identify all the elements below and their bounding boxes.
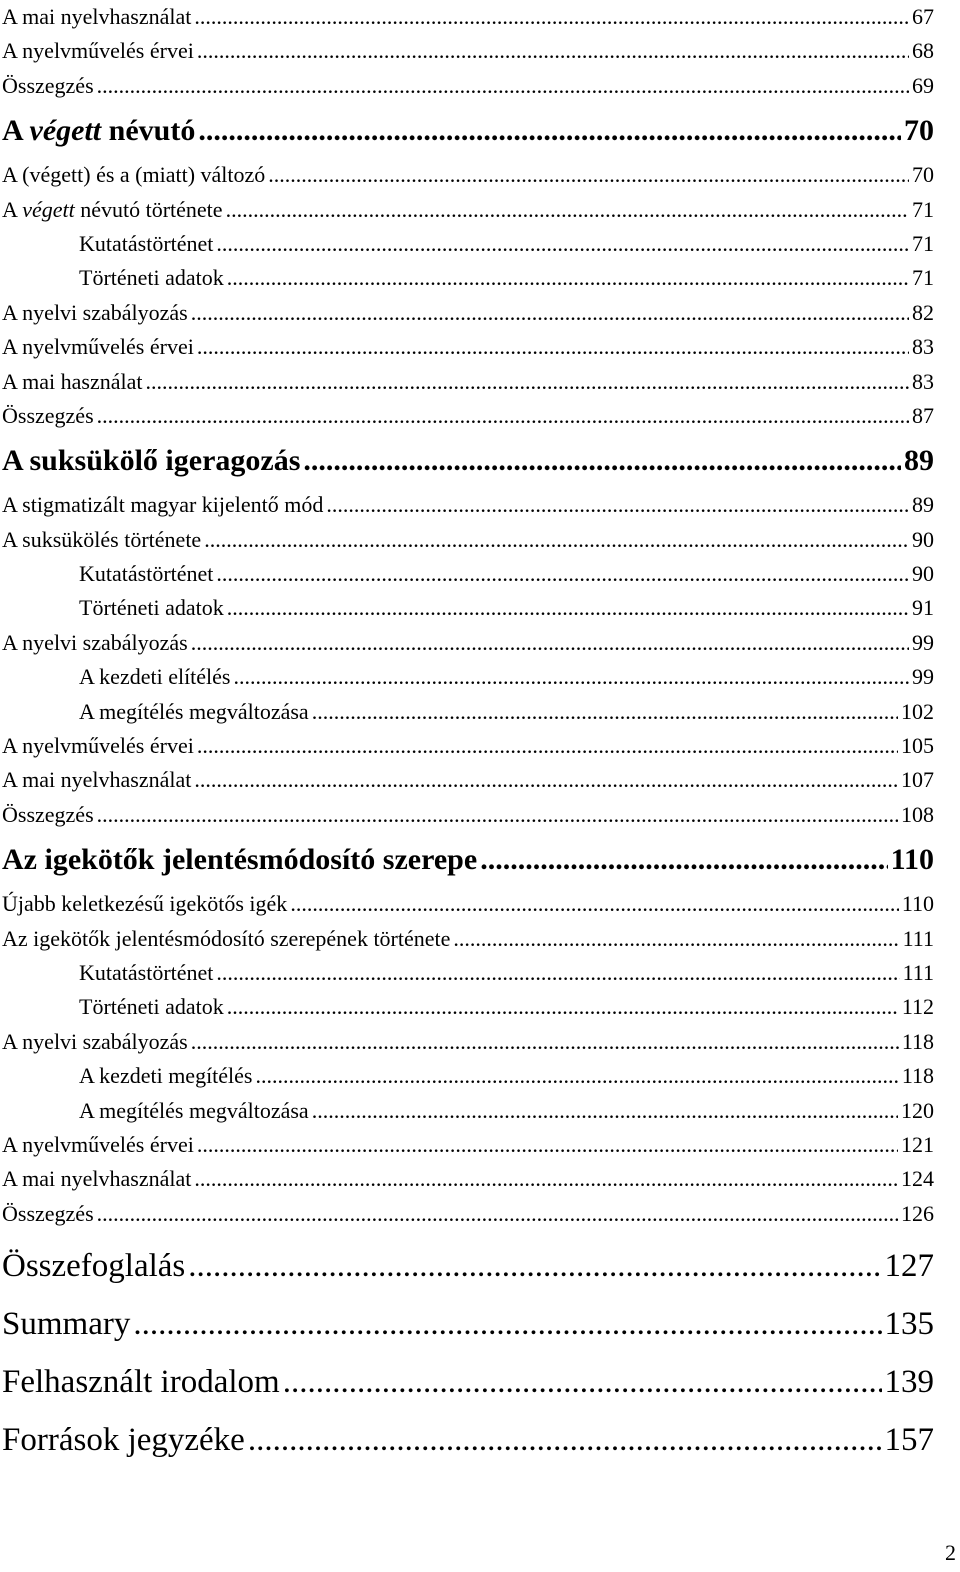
toc-title-emphasis: végett	[29, 114, 102, 148]
toc-entry-page: 111	[902, 925, 934, 951]
toc-entry-title: Összegzés	[2, 402, 94, 428]
toc-entry	[2, 69, 934, 103]
toc-entry-page: 70	[912, 162, 934, 188]
dot-leader	[97, 798, 898, 832]
toc-subentry	[2, 695, 934, 729]
toc-entry-page: 71	[912, 265, 934, 291]
toc-entry-page: 69	[912, 72, 934, 98]
dot-leader	[197, 1128, 898, 1162]
toc-entry	[2, 1025, 934, 1059]
toc-entry-page: 121	[901, 1131, 934, 1157]
toc-entry	[2, 365, 934, 399]
toc-entry-page: 90	[912, 561, 934, 587]
toc-entry	[2, 1197, 934, 1231]
dot-leader	[191, 296, 909, 330]
toc-entry-page: 118	[901, 1028, 934, 1054]
toc-title-part: A	[2, 114, 30, 148]
dot-leader	[453, 922, 899, 956]
toc-subentry	[2, 557, 934, 591]
toc-entry-title: Kutatástörténet	[79, 959, 214, 985]
toc-chapter-page: 89	[904, 444, 934, 478]
toc-entry	[2, 158, 934, 192]
toc-entry-title: A mai használat	[2, 368, 143, 394]
toc-entry	[2, 330, 934, 364]
toc-entry-page: 90	[912, 526, 934, 552]
toc-subentry	[2, 956, 934, 990]
toc-entry	[2, 488, 934, 522]
toc-entry-title: A kezdeti elítélés	[79, 664, 231, 690]
toc-entry	[2, 193, 934, 227]
toc-entry-page: 68	[912, 38, 934, 64]
toc-entry-page: 120	[901, 1097, 934, 1123]
toc-entry-title: A nyelvművelés érvei	[2, 38, 194, 64]
dot-leader	[146, 365, 909, 399]
table-of-contents	[2, 0, 934, 1469]
dot-leader	[194, 0, 909, 34]
toc-section-page: 139	[884, 1364, 934, 1401]
toc-entry-page: 110	[901, 891, 934, 917]
dot-leader	[197, 330, 909, 364]
toc-entry-page: 71	[912, 230, 934, 256]
dot-leader	[234, 660, 910, 694]
toc-entry-title: A nyelvi szabályozás	[2, 1028, 188, 1054]
toc-chapter-heading	[2, 832, 934, 887]
dot-leader	[283, 1353, 882, 1411]
dot-leader	[97, 1197, 898, 1231]
toc-entry	[2, 626, 934, 660]
dot-leader	[326, 488, 909, 522]
toc-entry-page: 105	[901, 733, 934, 759]
toc-entry-page: 87	[912, 402, 934, 428]
toc-entry-page: 126	[901, 1200, 934, 1226]
toc-entry-title: A kezdeti megítélés	[79, 1063, 253, 1089]
toc-entry-title: A suksükölés története	[2, 526, 202, 552]
toc-entry	[2, 798, 934, 832]
toc-entry	[2, 399, 934, 433]
dot-leader	[227, 990, 899, 1024]
toc-subentry	[2, 227, 934, 261]
toc-subentry	[2, 1059, 934, 1093]
dot-leader	[248, 1411, 882, 1469]
dot-leader	[194, 1162, 898, 1196]
toc-section-page: 157	[884, 1422, 934, 1459]
toc-entry-page: 124	[901, 1166, 934, 1192]
toc-entry-page: 111	[902, 959, 934, 985]
dot-leader	[194, 763, 898, 797]
toc-title-emphasis: végett	[22, 196, 75, 222]
dot-leader	[312, 695, 898, 729]
toc-entry-page: 118	[901, 1063, 934, 1089]
toc-section-title: Felhasznált irodalom	[2, 1364, 280, 1401]
toc-entry-page: 67	[912, 4, 934, 29]
toc-entry-title: A (végett) és a (miatt) változó	[2, 162, 266, 188]
toc-entry-title: A nyelvművelés érvei	[2, 733, 194, 759]
dot-leader	[191, 1025, 899, 1059]
toc-entry	[2, 34, 934, 68]
toc-entry-title	[2, 193, 223, 227]
toc-subentry	[2, 1094, 934, 1128]
toc-chapter-heading	[2, 103, 934, 158]
toc-subentry	[2, 660, 934, 694]
toc-title-part: A	[2, 196, 23, 222]
toc-entry-title: A megítélés megváltozása	[79, 1097, 309, 1123]
dot-leader	[256, 1059, 899, 1093]
dot-leader	[188, 1237, 881, 1295]
toc-entry-page: 89	[912, 492, 934, 518]
dot-leader	[133, 1295, 881, 1353]
toc-entry	[2, 1128, 934, 1162]
toc-chapter-page: 70	[904, 114, 934, 148]
toc-entry-title: Újabb keletkezésű igekötős igék	[2, 891, 288, 917]
dot-leader	[312, 1094, 898, 1128]
toc-section-page: 135	[884, 1306, 934, 1343]
dot-leader	[191, 626, 909, 660]
toc-chapter-page: 110	[890, 843, 934, 877]
toc-entry-title: A nyelvi szabályozás	[2, 629, 188, 655]
page-number: 2	[945, 1540, 956, 1565]
toc-entry	[2, 1162, 934, 1196]
toc-entry-title: A nyelvművelés érvei	[2, 1131, 194, 1157]
toc-entry	[2, 729, 934, 763]
toc-entry-title: A mai nyelvhasználat	[2, 1166, 192, 1192]
toc-entry-page: 112	[901, 994, 934, 1020]
toc-entry-page: 83	[912, 368, 934, 394]
toc-section-heading	[2, 1237, 934, 1295]
toc-entry-page: 99	[912, 664, 934, 690]
dot-leader	[197, 729, 898, 763]
toc-entry	[2, 523, 934, 557]
toc-chapter-title: Az igekötők jelentésmódosító szerepe	[2, 843, 478, 877]
dot-leader	[226, 193, 909, 227]
toc-section-heading	[2, 1411, 934, 1469]
toc-entry-title: Az igekötők jelentésmódosító szerepének története	[2, 925, 451, 951]
toc-chapter-title: A suksükölő igeragozás	[2, 444, 301, 478]
dot-leader	[198, 103, 901, 158]
toc-entry	[2, 922, 934, 956]
toc-subentry	[2, 990, 934, 1024]
toc-entry-title: A nyelvi szabályozás	[2, 299, 188, 325]
toc-entry-title: Kutatástörténet	[79, 230, 214, 256]
toc-chapter-title	[2, 103, 195, 158]
toc-entry-title: A megítélés megváltozása	[79, 698, 309, 724]
toc-entry	[2, 296, 934, 330]
toc-title-part: névutó története	[74, 196, 223, 222]
toc-section-title: Summary	[2, 1306, 131, 1343]
toc-section-page: 127	[884, 1248, 934, 1285]
toc-section-title: Források jegyzéke	[2, 1422, 245, 1459]
dot-leader	[268, 158, 909, 192]
toc-subentry	[2, 261, 934, 295]
toc-entry-page: 71	[912, 196, 934, 222]
toc-chapter-heading	[2, 433, 934, 488]
dot-leader	[480, 832, 887, 887]
toc-section-title: Összefoglalás	[2, 1248, 186, 1285]
toc-entry-page: 91	[912, 595, 934, 621]
dot-leader	[303, 433, 901, 488]
toc-entry-page: 108	[901, 801, 934, 827]
toc-entry	[2, 887, 934, 921]
toc-section-heading	[2, 1295, 934, 1353]
toc-entry-page: 107	[901, 767, 934, 793]
toc-title-part: névutó	[101, 114, 196, 148]
toc-entry-title: Történeti adatok	[79, 265, 224, 291]
toc-entry-title: Történeti adatok	[79, 595, 224, 621]
toc-entry-title: Összegzés	[2, 72, 94, 98]
toc-entry-title: A nyelvművelés érvei	[2, 334, 194, 360]
toc-entry-title: A mai nyelvhasználat	[2, 4, 192, 29]
toc-entry	[2, 763, 934, 797]
toc-entry	[2, 0, 934, 34]
toc-entry-page: 82	[912, 299, 934, 325]
toc-entry-title: Történeti adatok	[79, 994, 224, 1020]
dot-leader	[216, 557, 909, 591]
toc-entry-title: Összegzés	[2, 1200, 94, 1226]
dot-leader	[97, 69, 909, 103]
dot-leader	[97, 399, 909, 433]
toc-entry-title: Kutatástörténet	[79, 561, 214, 587]
dot-leader	[227, 261, 909, 295]
dot-leader	[204, 523, 909, 557]
toc-entry-page: 99	[912, 629, 934, 655]
toc-subentry	[2, 591, 934, 625]
dot-leader	[290, 887, 899, 921]
dot-leader	[216, 956, 899, 990]
toc-entry-title: Összegzés	[2, 801, 94, 827]
toc-entry-title: A mai nyelvhasználat	[2, 767, 192, 793]
dot-leader	[227, 591, 909, 625]
dot-leader	[216, 227, 909, 261]
toc-entry-page: 102	[901, 698, 934, 724]
dot-leader	[197, 34, 909, 68]
toc-entry-title: A stigmatizált magyar kijelentő mód	[2, 492, 324, 518]
toc-entry-page: 83	[912, 334, 934, 360]
toc-section-heading	[2, 1353, 934, 1411]
